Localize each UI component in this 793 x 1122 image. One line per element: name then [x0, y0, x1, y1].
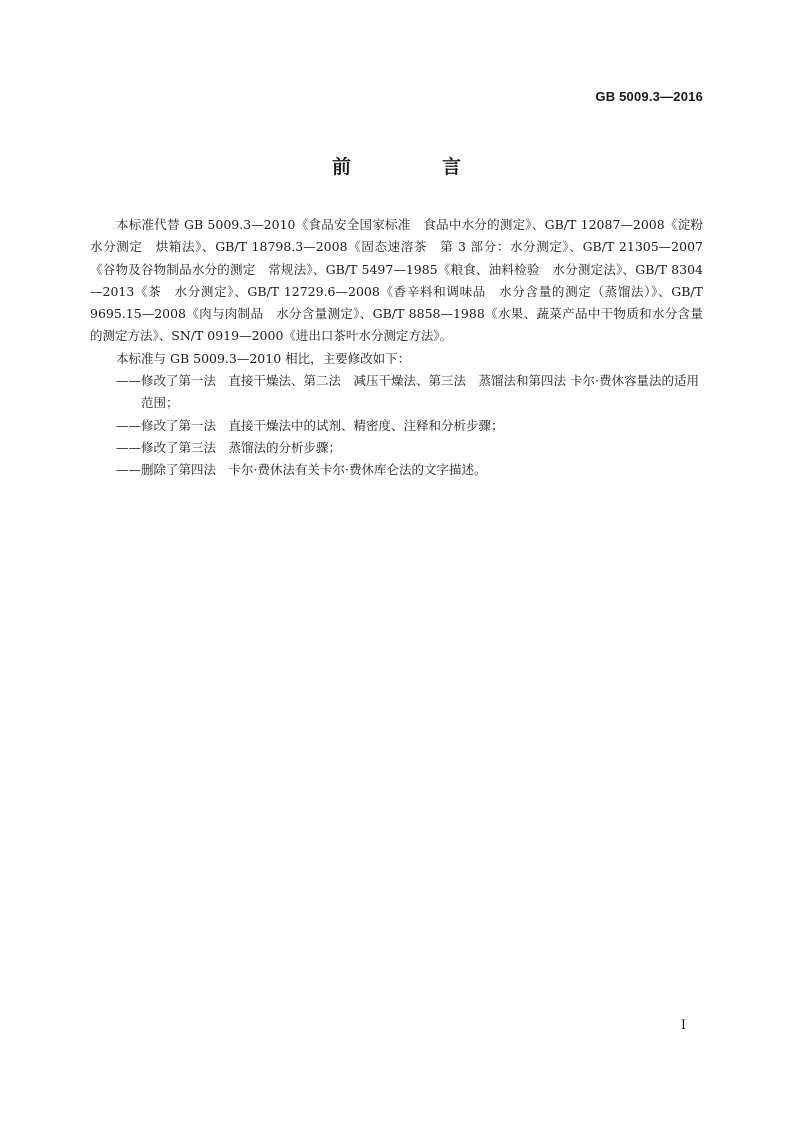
standard-code: GB 5009.3—2016: [595, 89, 703, 104]
page-number: I: [680, 1018, 686, 1033]
change-item-text: 删除了第四法 卡尔·费休法有关卡尔·费休库仑法的文字描述。: [141, 462, 487, 478]
change-list-item: [90, 437, 703, 459]
changes-intro-paragraph: 本标准与 GB 5009.3—2010 相比，主要修改如下：: [116, 350, 411, 366]
list-dash: ——: [116, 439, 141, 455]
change-list-item: [90, 415, 703, 437]
list-dash: ——: [116, 417, 141, 433]
replacement-paragraph: 本标准代替 GB 5009.3—2010《食品安全国家标准 食品中水分的测定》、GB/T 12087—2008《淀粉水分测定 烘箱法》、GB/T 18798.3—2008《固态速溶茶 第 3 部分：水分测定》、GB/T 21305—2007《谷物及谷物制品水分的测定 常规法》、GB/T 5497—1985《粮食、油料检验 水分测定法》、GB/T 8304—2013《茶 水分测定》、GB/T 12729.6—2008《香辛料和调味品 水分含量的测定（蒸馏法）》、GB/T 9695.15—2008《肉与肉制品 水分含量测定》、GB/T 8858—1988《水果、蔬菜产品中干物质和水分含量的测定方法》、SN/T 0919—2000《进出口茶叶水分测定方法》。: [90, 217, 703, 344]
change-item-text: 修改了第一法 直接干燥法、第二法 减压干燥法、第三法 蒸馏法和第四法 卡尔·费休容量法的适用范围；: [141, 373, 699, 411]
change-list-item: [90, 459, 703, 481]
page-title: 前 言: [331, 156, 497, 178]
list-dash: ——: [116, 373, 141, 389]
foreword-body: [90, 214, 703, 482]
change-item-text: 修改了第一法 直接干燥法中的试剂、精密度、注释和分析步骤；: [141, 417, 504, 433]
list-dash: ——: [116, 462, 141, 478]
change-item-text: 修改了第三法 蒸馏法的分析步骤；: [141, 439, 342, 455]
change-list-item: [90, 370, 703, 415]
